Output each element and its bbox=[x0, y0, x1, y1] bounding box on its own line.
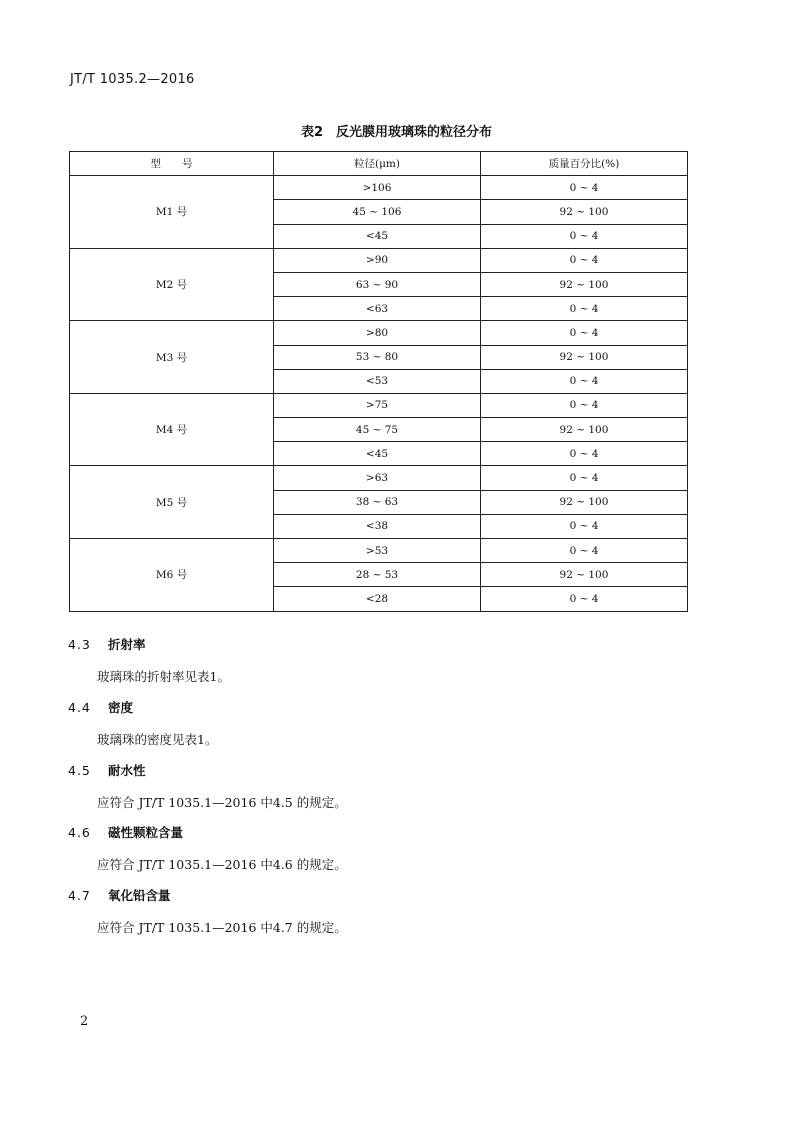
section-heading-4-4 bbox=[68, 698, 133, 716]
model-cell: M1 号 bbox=[70, 176, 274, 249]
section-text-4-7: 应符合 JT/T 1035.1—2016 中4.7 的规定。 bbox=[97, 920, 347, 935]
col-header-size: 粒径(μm) bbox=[274, 152, 481, 176]
size-cell: <28 bbox=[274, 587, 481, 611]
table-header-row bbox=[70, 152, 688, 176]
size-cell: 45 ~ 106 bbox=[274, 200, 481, 224]
table-row bbox=[70, 248, 688, 272]
size-cell: >63 bbox=[274, 466, 481, 490]
mass-percent-cell: 0 ~ 4 bbox=[481, 393, 688, 417]
mass-percent-cell: 0 ~ 4 bbox=[481, 539, 688, 563]
col-header-mass-percent: 质量百分比(%) bbox=[481, 152, 688, 176]
model-cell: M2 号 bbox=[70, 248, 274, 321]
particle-size-table bbox=[69, 151, 688, 612]
section-number: 4.5 bbox=[68, 763, 91, 778]
section-number: 4.7 bbox=[68, 888, 91, 903]
mass-percent-cell: 0 ~ 4 bbox=[481, 224, 688, 248]
section-title: 折射率 bbox=[108, 637, 146, 652]
section-heading-4-7 bbox=[68, 886, 171, 904]
document-code: JT/T 1035.2—2016 bbox=[70, 72, 195, 87]
table-body bbox=[70, 176, 688, 611]
section-text-4-5: 应符合 JT/T 1035.1—2016 中4.5 的规定。 bbox=[97, 795, 347, 810]
page-number: 2 bbox=[80, 1014, 89, 1029]
size-cell: 63 ~ 90 bbox=[274, 272, 481, 296]
table-row bbox=[70, 393, 688, 417]
section-heading-4-5 bbox=[68, 761, 146, 779]
section-title: 氧化铅含量 bbox=[108, 888, 171, 903]
section-title: 耐水性 bbox=[108, 763, 146, 778]
size-cell: <38 bbox=[274, 514, 481, 538]
mass-percent-cell: 92 ~ 100 bbox=[481, 345, 688, 369]
mass-percent-cell: 0 ~ 4 bbox=[481, 297, 688, 321]
size-cell: >106 bbox=[274, 176, 481, 200]
mass-percent-cell: 92 ~ 100 bbox=[481, 418, 688, 442]
section-text-4-3: 玻璃珠的折射率见表1。 bbox=[97, 669, 230, 684]
size-cell: 28 ~ 53 bbox=[274, 563, 481, 587]
mass-percent-cell: 92 ~ 100 bbox=[481, 490, 688, 514]
size-cell: 38 ~ 63 bbox=[274, 490, 481, 514]
mass-percent-cell: 92 ~ 100 bbox=[481, 563, 688, 587]
col-header-model: 型 号 bbox=[70, 152, 274, 176]
section-heading-4-3 bbox=[68, 635, 146, 653]
model-cell: M6 号 bbox=[70, 539, 274, 612]
section-text-4-4: 玻璃珠的密度见表1。 bbox=[97, 732, 218, 747]
model-cell: M5 号 bbox=[70, 466, 274, 539]
section-number: 4.4 bbox=[68, 700, 91, 715]
size-cell: >53 bbox=[274, 539, 481, 563]
size-cell: >90 bbox=[274, 248, 481, 272]
table-row bbox=[70, 539, 688, 563]
mass-percent-cell: 0 ~ 4 bbox=[481, 248, 688, 272]
mass-percent-cell: 92 ~ 100 bbox=[481, 272, 688, 296]
size-cell: 53 ~ 80 bbox=[274, 345, 481, 369]
section-heading-4-6 bbox=[68, 823, 183, 841]
mass-percent-cell: 0 ~ 4 bbox=[481, 442, 688, 466]
mass-percent-cell: 0 ~ 4 bbox=[481, 369, 688, 393]
mass-percent-cell: 92 ~ 100 bbox=[481, 200, 688, 224]
section-title: 密度 bbox=[108, 700, 134, 715]
mass-percent-cell: 0 ~ 4 bbox=[481, 466, 688, 490]
model-cell: M3 号 bbox=[70, 321, 274, 394]
mass-percent-cell: 0 ~ 4 bbox=[481, 587, 688, 611]
size-cell: >75 bbox=[274, 393, 481, 417]
size-cell: >80 bbox=[274, 321, 481, 345]
section-number: 4.3 bbox=[68, 637, 91, 652]
mass-percent-cell: 0 ~ 4 bbox=[481, 514, 688, 538]
table-row bbox=[70, 176, 688, 200]
size-cell: <53 bbox=[274, 369, 481, 393]
section-text-4-6: 应符合 JT/T 1035.1—2016 中4.6 的规定。 bbox=[97, 857, 347, 872]
table-row bbox=[70, 466, 688, 490]
table-row bbox=[70, 321, 688, 345]
section-title: 磁性颗粒含量 bbox=[108, 825, 184, 840]
section-number: 4.6 bbox=[68, 825, 91, 840]
size-cell: <45 bbox=[274, 442, 481, 466]
model-cell: M4 号 bbox=[70, 393, 274, 466]
mass-percent-cell: 0 ~ 4 bbox=[481, 176, 688, 200]
size-cell: <45 bbox=[274, 224, 481, 248]
table-caption: 表2 反光膜用玻璃珠的粒径分布 bbox=[300, 125, 493, 140]
size-cell: <63 bbox=[274, 297, 481, 321]
mass-percent-cell: 0 ~ 4 bbox=[481, 321, 688, 345]
size-cell: 45 ~ 75 bbox=[274, 418, 481, 442]
